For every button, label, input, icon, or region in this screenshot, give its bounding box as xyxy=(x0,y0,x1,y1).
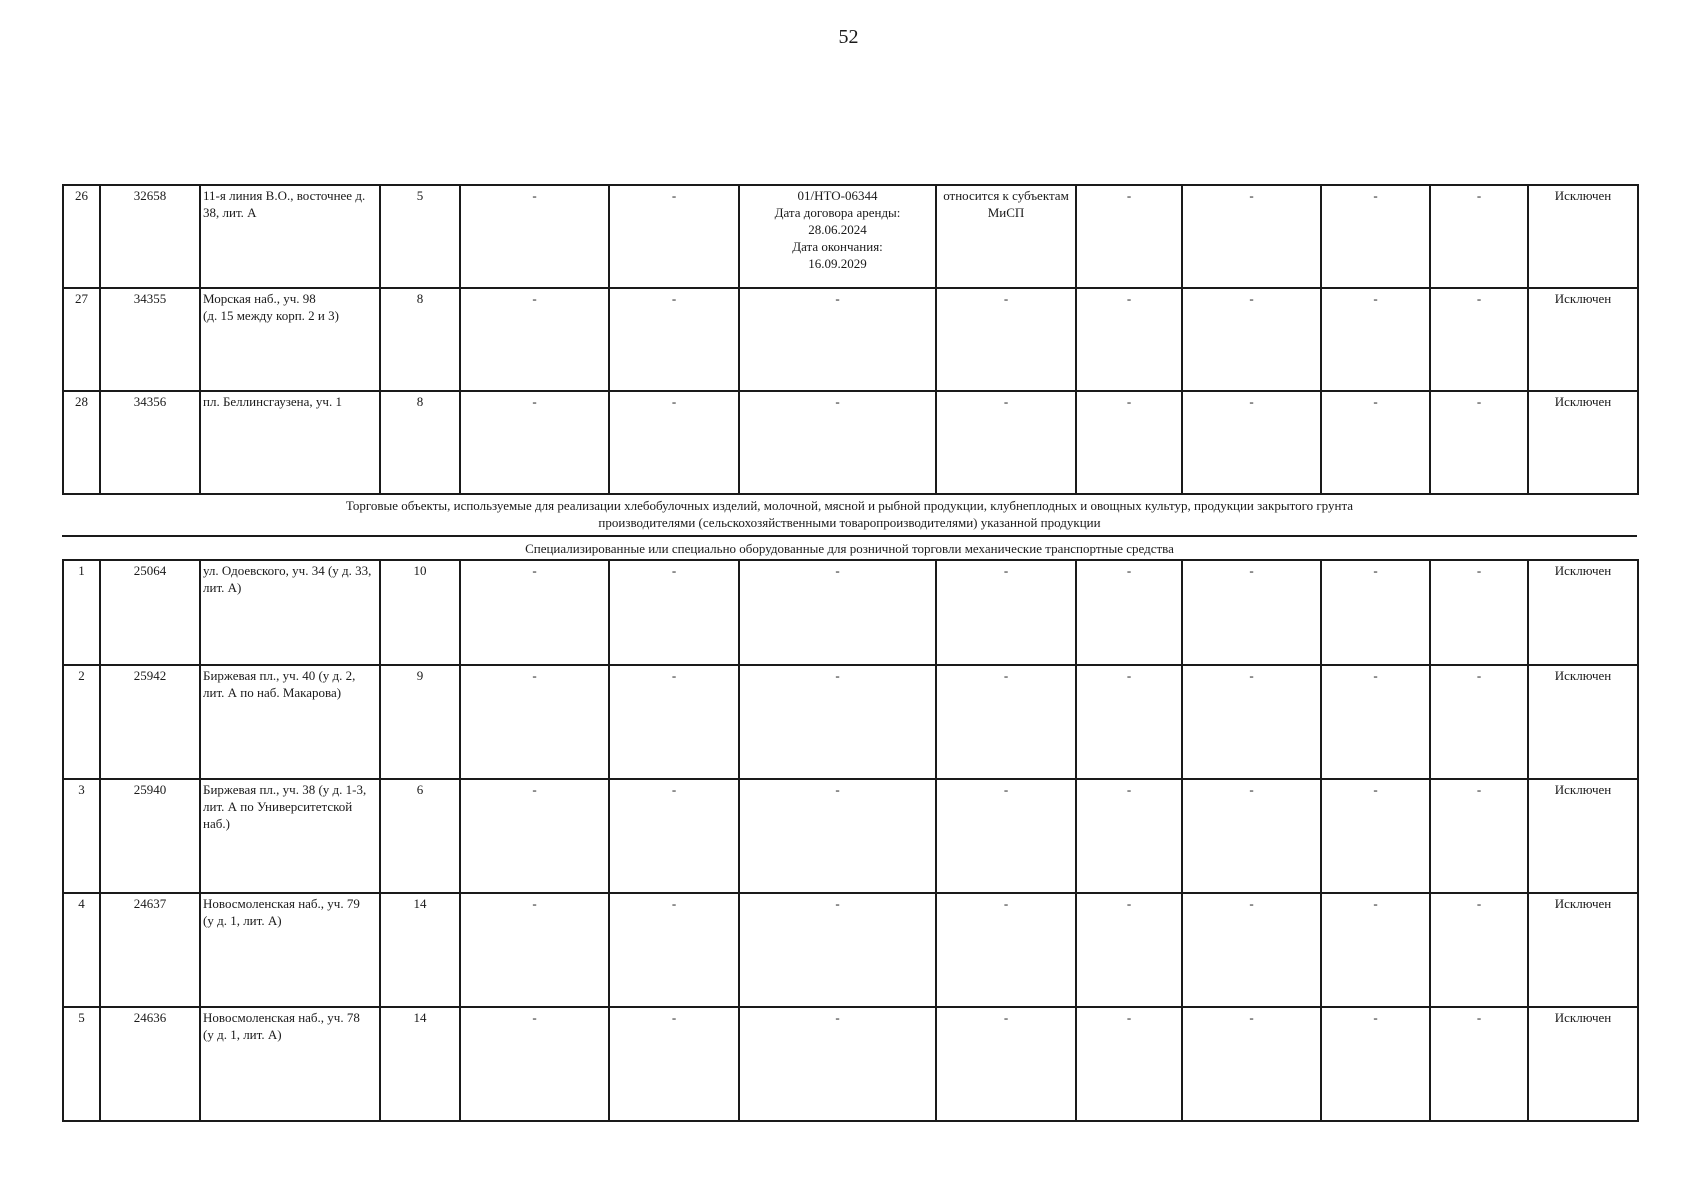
cell-col10: - xyxy=(1182,665,1321,779)
cell-col10: - xyxy=(1182,779,1321,893)
contract-info: - xyxy=(739,665,936,779)
cell-col11: - xyxy=(1321,1007,1430,1121)
cell-col9: - xyxy=(1076,665,1182,779)
cell-col9: - xyxy=(1076,779,1182,893)
cell-col11: - xyxy=(1321,779,1430,893)
status-cell: Исключен xyxy=(1528,893,1638,1007)
cell-col9: - xyxy=(1076,893,1182,1007)
object-area: 14 xyxy=(380,893,460,1007)
cell-col5: - xyxy=(460,560,609,665)
contract-info: 01/НТО-06344 Дата договора аренды: 28.06.2024 Дата окончания: 16.09.2029 xyxy=(739,185,936,288)
object-address: Новосмоленская наб., уч. 78 (у д. 1, лит. А) xyxy=(200,1007,380,1121)
object-id: 34355 xyxy=(100,288,200,391)
cell-col5: - xyxy=(460,391,609,494)
object-area: 8 xyxy=(380,391,460,494)
object-area: 6 xyxy=(380,779,460,893)
smsp-info: - xyxy=(936,288,1076,391)
cell-col6: - xyxy=(609,893,739,1007)
cell-col5: - xyxy=(460,665,609,779)
row-number: 1 xyxy=(63,560,100,665)
section-heading xyxy=(62,497,1637,531)
section-heading-line-2: производителями (сельскохозяйственными товаропроизводителями) указанной продукции xyxy=(598,515,1101,530)
object-area: 10 xyxy=(380,560,460,665)
cell-col10: - xyxy=(1182,560,1321,665)
cell-col12: - xyxy=(1430,893,1528,1007)
cell-col10: - xyxy=(1182,288,1321,391)
object-address: Морская наб., уч. 98 (д. 15 между корп. 2 и 3) xyxy=(200,288,380,391)
cell-col12: - xyxy=(1430,560,1528,665)
cell-col11: - xyxy=(1321,391,1430,494)
row-number: 26 xyxy=(63,185,100,288)
cell-col9: - xyxy=(1076,391,1182,494)
cell-col5: - xyxy=(460,288,609,391)
cell-col5: - xyxy=(460,779,609,893)
object-id: 24637 xyxy=(100,893,200,1007)
cell-col12: - xyxy=(1430,779,1528,893)
objects-table-top xyxy=(62,184,1639,495)
cell-col10: - xyxy=(1182,185,1321,288)
cell-col5: - xyxy=(460,893,609,1007)
contract-info: - xyxy=(739,779,936,893)
object-id: 34356 xyxy=(100,391,200,494)
table-row xyxy=(63,893,1638,1007)
smsp-info: - xyxy=(936,1007,1076,1121)
cell-col12: - xyxy=(1430,391,1528,494)
object-area: 8 xyxy=(380,288,460,391)
object-address: пл. Беллинсгаузена, уч. 1 xyxy=(200,391,380,494)
row-number: 5 xyxy=(63,1007,100,1121)
cell-col6: - xyxy=(609,560,739,665)
cell-col11: - xyxy=(1321,560,1430,665)
contract-info: - xyxy=(739,288,936,391)
status-cell: Исключен xyxy=(1528,665,1638,779)
smsp-info: - xyxy=(936,391,1076,494)
row-number: 28 xyxy=(63,391,100,494)
cell-col12: - xyxy=(1430,665,1528,779)
cell-col9: - xyxy=(1076,1007,1182,1121)
table-row xyxy=(63,391,1638,494)
cell-col11: - xyxy=(1321,185,1430,288)
row-number: 2 xyxy=(63,665,100,779)
object-address: Новосмоленская наб., уч. 79 (у д. 1, лит. А) xyxy=(200,893,380,1007)
cell-col5: - xyxy=(460,1007,609,1121)
smsp-info: - xyxy=(936,893,1076,1007)
cell-col12: - xyxy=(1430,288,1528,391)
object-id: 25940 xyxy=(100,779,200,893)
object-id: 24636 xyxy=(100,1007,200,1121)
smsp-info: - xyxy=(936,560,1076,665)
cell-col10: - xyxy=(1182,391,1321,494)
cell-col9: - xyxy=(1076,560,1182,665)
cell-col11: - xyxy=(1321,893,1430,1007)
status-cell: Исключен xyxy=(1528,391,1638,494)
contract-info: - xyxy=(739,560,936,665)
table-row xyxy=(63,665,1638,779)
object-area: 9 xyxy=(380,665,460,779)
status-cell: Исключен xyxy=(1528,560,1638,665)
cell-col6: - xyxy=(609,665,739,779)
smsp-info: - xyxy=(936,779,1076,893)
cell-col11: - xyxy=(1321,288,1430,391)
table-row xyxy=(63,779,1638,893)
subsection-heading: Специализированные или специально оборудованные для розничной торговли механические транспортные средства xyxy=(525,541,1174,556)
section-divider xyxy=(62,535,1637,537)
contract-info: - xyxy=(739,391,936,494)
table-row xyxy=(63,185,1638,288)
object-area: 14 xyxy=(380,1007,460,1121)
smsp-info: - xyxy=(936,665,1076,779)
row-number: 3 xyxy=(63,779,100,893)
status-cell: Исключен xyxy=(1528,288,1638,391)
object-id: 25942 xyxy=(100,665,200,779)
cell-col9: - xyxy=(1076,288,1182,391)
object-address: ул. Одоевского, уч. 34 (у д. 33, лит. А) xyxy=(200,560,380,665)
object-id: 25064 xyxy=(100,560,200,665)
cell-col12: - xyxy=(1430,1007,1528,1121)
cell-col11: - xyxy=(1321,665,1430,779)
cell-col12: - xyxy=(1430,185,1528,288)
cell-col10: - xyxy=(1182,893,1321,1007)
cell-col5: - xyxy=(460,185,609,288)
status-cell: Исключен xyxy=(1528,779,1638,893)
object-id: 32658 xyxy=(100,185,200,288)
cell-col6: - xyxy=(609,1007,739,1121)
cell-col6: - xyxy=(609,391,739,494)
contract-info: - xyxy=(739,893,936,1007)
cell-col9: - xyxy=(1076,185,1182,288)
table-row xyxy=(63,1007,1638,1121)
smsp-info: относится к субъектам МиСП xyxy=(936,185,1076,288)
contract-info: - xyxy=(739,1007,936,1121)
cell-col6: - xyxy=(609,779,739,893)
page-number: 52 xyxy=(838,26,859,48)
object-address: 11-я линия В.О., восточнее д. 38, лит. А xyxy=(200,185,380,288)
objects-table-bottom xyxy=(62,559,1639,1122)
cell-col6: - xyxy=(609,288,739,391)
object-area: 5 xyxy=(380,185,460,288)
object-address: Биржевая пл., уч. 38 (у д. 1-3, лит. А по Университетской наб.) xyxy=(200,779,380,893)
row-number: 4 xyxy=(63,893,100,1007)
cell-col10: - xyxy=(1182,1007,1321,1121)
object-address: Биржевая пл., уч. 40 (у д. 2, лит. А по наб. Макарова) xyxy=(200,665,380,779)
table-row xyxy=(63,560,1638,665)
status-cell: Исключен xyxy=(1528,1007,1638,1121)
section-heading-line-1: Торговые объекты, используемые для реализации хлебобулочных изделий, молочной, мясной и рыбной продукции, клубнеплодных и овощных культур, продукции закрытого грунта xyxy=(345,498,1354,513)
status-cell: Исключен xyxy=(1528,185,1638,288)
table-row xyxy=(63,288,1638,391)
row-number: 27 xyxy=(63,288,100,391)
cell-col6: - xyxy=(609,185,739,288)
